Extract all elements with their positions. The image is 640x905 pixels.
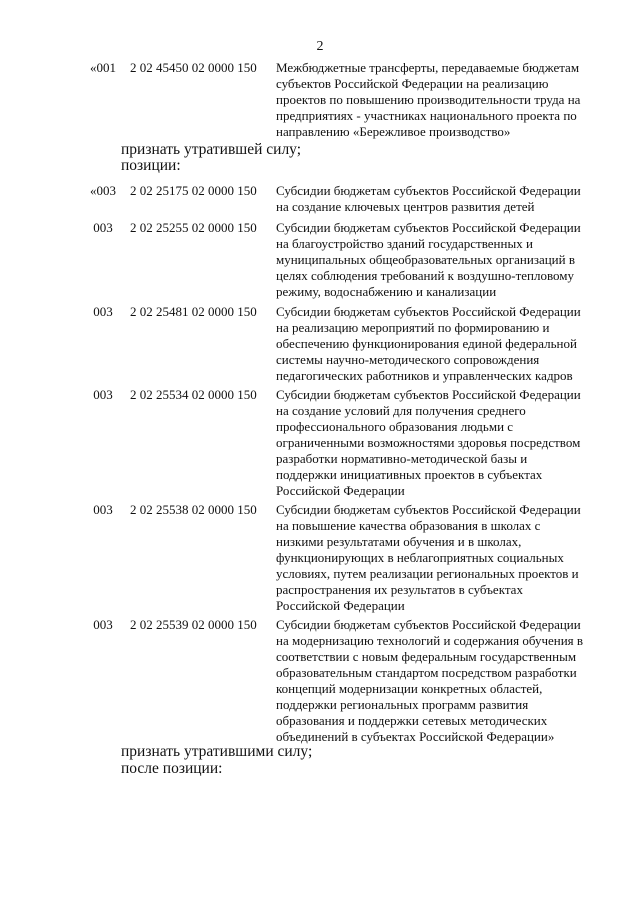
statement-recognize-void-plural: признать утратившими силу;	[121, 743, 313, 760]
entry-admin-code: 003	[90, 617, 113, 632]
description-line: на реализацию мероприятий по формированию и	[276, 320, 550, 335]
entry-admin-code: 003	[90, 502, 113, 517]
description-line: на модернизацию технологий и содержания обучения в	[276, 633, 584, 648]
entry-description	[276, 304, 592, 384]
entry-kbk-code: 2 02 25534 02 0000 150	[130, 387, 257, 402]
description-line: Субсидии бюджетам субъектов Российской Федерации	[276, 220, 581, 235]
description-line: профессионального образования людьми с	[276, 419, 514, 434]
description-line: на создание ключевых центров развития детей	[276, 199, 535, 214]
entry-description	[276, 387, 592, 499]
description-line: муниципальных общеобразовательных организаций в	[276, 252, 575, 267]
entry-description	[276, 502, 592, 614]
description-line: целях соблюдения требований к воздушно-тепловому	[276, 268, 575, 283]
description-line: функционирующих в неблагоприятных социальных	[276, 550, 564, 565]
description-line: разработки нормативно-методической базы и	[276, 451, 528, 466]
description-line: направлению «Бережливое производство»	[276, 124, 511, 139]
description-line: образования и поддержки сетевых методических	[276, 713, 548, 728]
description-line: поддержки инициативных проектов в субъектах	[276, 467, 543, 482]
entry-kbk-code: 2 02 25175 02 0000 150	[130, 183, 257, 198]
description-line: Субсидии бюджетам субъектов Российской Федерации	[276, 387, 581, 402]
description-line: Субсидии бюджетам субъектов Российской Федерации	[276, 304, 581, 319]
entry-admin-code: 003	[90, 304, 113, 319]
description-line: условиях, путем реализации региональных проектов и	[276, 566, 579, 581]
description-line: образовательным стандартом посредством разработки	[276, 665, 577, 680]
description-line: режиму, водоснабжению и канализации	[276, 284, 497, 299]
entry-kbk-code: 2 02 25255 02 0000 150	[130, 220, 257, 235]
description-line: Российской Федерации	[276, 483, 405, 498]
entry-description	[276, 617, 592, 745]
description-line: соответствии с новым федеральным государственным	[276, 649, 577, 664]
statement-after-position: после позиции:	[121, 760, 223, 777]
description-line: Субсидии бюджетам субъектов Российской Федерации	[276, 183, 581, 198]
entry-description	[276, 220, 592, 300]
entry-admin-code: 003	[90, 220, 113, 235]
entry-kbk-code: 2 02 25539 02 0000 150	[130, 617, 257, 632]
description-line: предприятиях - участниках национального проекта по	[276, 108, 577, 123]
description-line: системы научно-методического сопровождения	[276, 352, 540, 367]
description-line: педагогических работников и управленческих кадров	[276, 368, 573, 383]
description-line: распространения их результатов в субъектах	[276, 582, 523, 597]
statement-positions: позиции:	[121, 157, 181, 174]
description-line: Субсидии бюджетам субъектов Российской Федерации	[276, 617, 581, 632]
entry-description	[276, 183, 592, 215]
description-line: Межбюджетные трансферты, передаваемые бюджетам	[276, 60, 580, 75]
entry-admin-code: «003	[90, 183, 116, 198]
entry-kbk-code: 2 02 25481 02 0000 150	[130, 304, 257, 319]
entry-kbk-code: 2 02 45450 02 0000 150	[130, 60, 257, 75]
entry-description	[276, 60, 592, 140]
description-line: Российской Федерации	[276, 598, 405, 613]
description-line: на создание условий для получения среднего	[276, 403, 526, 418]
description-line: низкими результатами обучения и в школах,	[276, 534, 522, 549]
description-line: проектов по повышению производительности труда на	[276, 92, 581, 107]
description-line: обеспечению функционирования единой федеральной	[276, 336, 577, 351]
page-number: 2	[316, 39, 324, 54]
description-line: субъектов Российской Федерации на реализацию	[276, 76, 549, 91]
description-line: Субсидии бюджетам субъектов Российской Федерации	[276, 502, 581, 517]
description-line: концепций модернизации конкретных областей,	[276, 681, 543, 696]
entry-kbk-code: 2 02 25538 02 0000 150	[130, 502, 257, 517]
statement-recognize-void: признать утратившей силу;	[121, 141, 302, 158]
description-line: на благоустройство зданий государственных и	[276, 236, 533, 251]
description-line: на повышение качества образования в школах с	[276, 518, 541, 533]
description-line: ограниченными возможностями здоровья посредством	[276, 435, 581, 450]
entry-admin-code: 003	[90, 387, 113, 402]
description-line: объединений в субъектах Российской Федерации»	[276, 729, 555, 744]
entry-admin-code: «001	[90, 60, 116, 75]
description-line: поддержки региональных программ развития	[276, 697, 529, 712]
